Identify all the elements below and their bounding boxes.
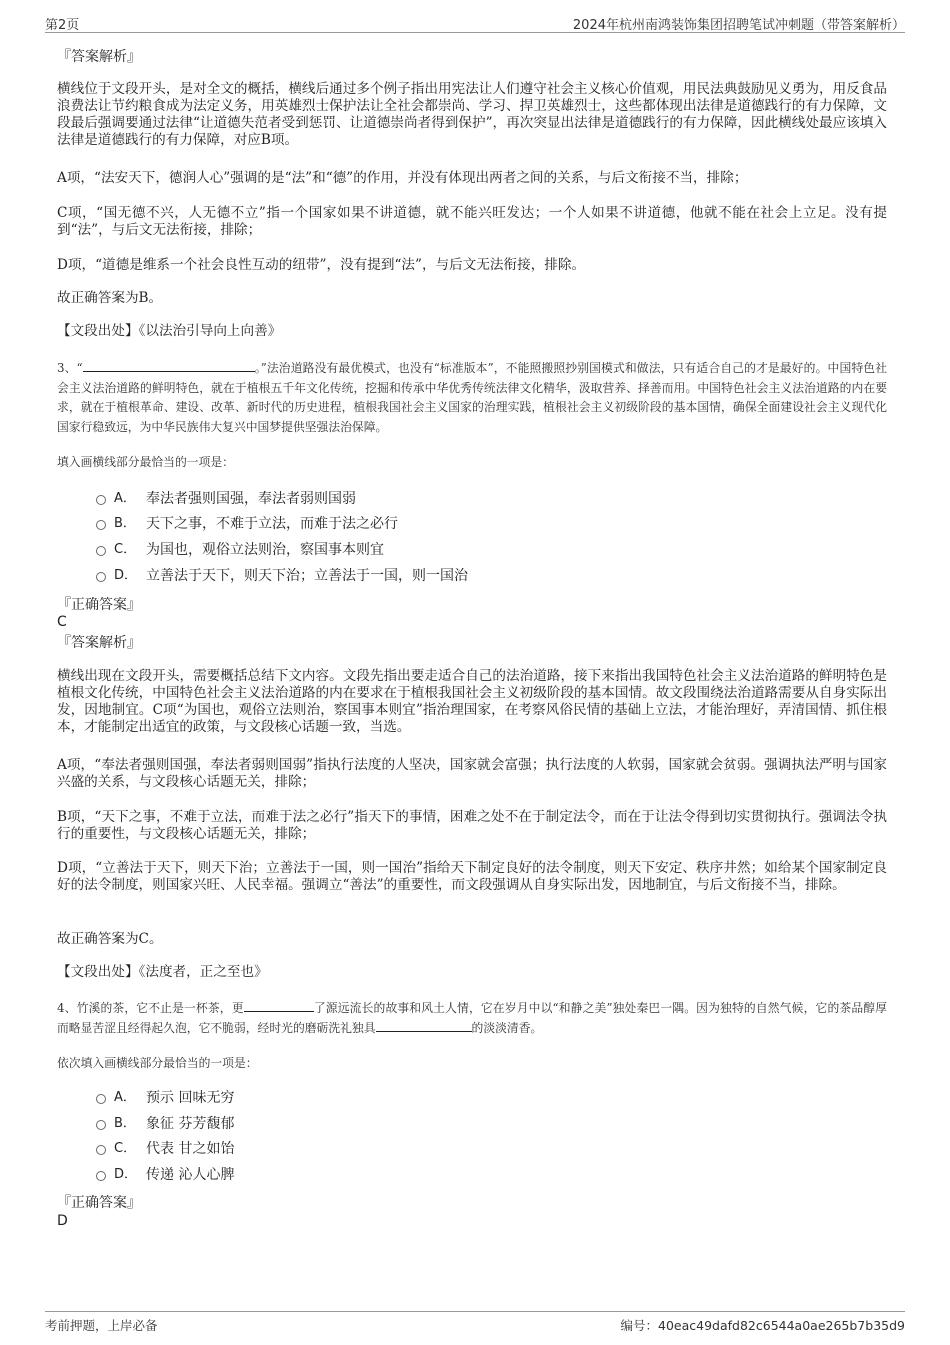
option-text: 象征 芬芳馥郁	[146, 1116, 235, 1132]
q3-conclusion: 故正确答案为C。	[57, 931, 163, 947]
radio-icon[interactable]	[96, 546, 106, 556]
q4-correct-answer: D	[57, 1213, 68, 1229]
q2-analysis-option-c: C项，“国无德不兴，人无德不立”指一个国家如果不讲道德，就不能兴旺发达；一个人如果不讲道德，他就不能在社会上立足。没有提到“法”，与后文无法衔接，排除；	[57, 205, 887, 238]
option-letter: B．	[114, 516, 136, 531]
radio-icon[interactable]	[96, 1120, 106, 1130]
page-header	[45, 12, 905, 33]
option-letter: D．	[114, 568, 138, 583]
q2-analysis-option-d: D项，“道德是维系一个社会良性互动的纽带”，没有提到“法”，与后文无法衔接，排除。	[57, 257, 586, 273]
option-text: 立善法于天下，则天下治；立善法于一国，则一国治	[146, 568, 468, 584]
q3-correct-label: 『正确答案』	[57, 597, 141, 613]
q2-analysis-paragraph-1: 横线位于文段开头，是对全文的概括，横线后通过多个例子指出用宪法让人们遵守社会主义核心价值观，用民法典鼓励见义勇为，用反食品浪费法让节约粮食成为法定义务，用英雄烈士保护法让全社会都崇尚、学习、捍卫英雄烈士，这些都体现出法律是道德践行的有力保障，文段最后强调要通过法律“让道德失范者受到惩罚、让道德崇尚者得到保护”，再次突显出法律是道德践行的有力保障，因此横线处最应该填入法律是道德践行的有力保障，对应B项。	[57, 81, 887, 148]
q3-correct-answer: C	[57, 614, 67, 630]
q3-stem	[57, 359, 887, 437]
footer-slogan: 考前押题，上岸必备	[45, 1318, 158, 1333]
radio-icon[interactable]	[96, 1171, 106, 1181]
option-letter: A．	[114, 1090, 136, 1105]
q3-instruction: 填入画横线部分最恰当的一项是：	[57, 455, 234, 469]
option-text: 传递 沁人心脾	[146, 1167, 235, 1183]
q3-analysis-option-b: B项，“天下之事，不难于立法，而难于法之必行”指天下的事情，困难之处不在于制定法令，而在于让法令得到切实贯彻执行。强调法令执行的重要性，与文段核心话题无关，排除；	[57, 809, 887, 842]
q3-analysis-option-d: D项，“立善法于天下，则天下治；立善法于一国，则一国治”指给天下制定良好的法令制度，则天下安定、秩序井然；如给某个国家制定良好的法令制度，则国家兴旺、人民幸福。强调立“善法”的重要性，而文段强调从自身实际出发，因地制宜，与后文衔接不当，排除。	[57, 860, 887, 893]
option-text: 代表 甘之如饴	[146, 1141, 235, 1157]
radio-icon[interactable]	[96, 572, 106, 582]
q3-source: 【文段出处】《法度者，正之至也》	[57, 964, 268, 980]
q3-analysis-label: 『答案解析』	[57, 635, 141, 651]
option-letter: B．	[114, 1116, 136, 1131]
option-letter: D．	[114, 1167, 138, 1182]
q4-blank-1	[244, 999, 314, 1012]
radio-icon[interactable]	[96, 495, 106, 505]
q3-blank	[83, 359, 255, 372]
option-letter: C．	[114, 1141, 137, 1156]
document-title: 2024年杭州南鸿装饰集团招聘笔试冲刺题（带答案解析）	[572, 18, 905, 33]
page-number: 第2页	[45, 18, 80, 33]
option-letter: C．	[114, 542, 137, 557]
radio-icon[interactable]	[96, 1145, 106, 1155]
q4-stem-part-2: 了源远流长的故事和风土人情，它在岁月中以“和静之美”独处秦巴一隅。因为独特的自然气候，它的茶品醇厚而略显苦涩且经得起久泡，它不脆弱，经时光的磨砺洗礼独具	[57, 1001, 887, 1035]
q2-analysis-option-a: A项，“法安天下，德润人心”强调的是“法”和“德”的作用，并没有体现出两者之间的关系，与后文衔接不当，排除；	[57, 170, 748, 186]
option-letter: A．	[114, 491, 136, 506]
q3-stem-text: 。”法治道路没有最优模式，也没有“标准版本”，不能照搬照抄别国模式和做法，只有适合自己的才是最好的。中国特色社会主义法治道路的鲜明特色，就在于植根五千年文化传统，挖掘和传承中华优秀传统法律文化精华，汲取营养、择善而用。中国特色社会主义法治道路的内在要求，就在于植根革命、建设、改革、新时代的历史进程，植根我国社会主义国家的治理实践，植根社会主义初级阶段的基本国情，确保全面建设社会主义现代化国家行稳致远，为中华民族伟大复兴中国梦提供坚强法治保障。	[57, 361, 887, 434]
q4-correct-label: 『正确答案』	[57, 1195, 141, 1211]
q2-conclusion: 故正确答案为B。	[57, 290, 163, 306]
option-text: 奉法者强则国强，奉法者弱则国弱	[146, 491, 356, 507]
q3-analysis-option-a: A项，“奉法者强则国强，奉法者弱则国弱”指执行法度的人坚决，国家就会富强；执行法度的人软弱，国家就会贫弱。强调执法严明与国家兴盛的关系，与文段核心话题无关，排除；	[57, 757, 887, 790]
q2-source: 【文段出处】《以法治引导向上向善》	[57, 323, 282, 339]
page-footer	[45, 1311, 905, 1336]
option-text: 天下之事，不难于立法，而难于法之必行	[146, 516, 398, 532]
q3-analysis-paragraph-1: 横线出现在文段开头，需要概括总结下文内容。文段先指出要走适合自己的法治道路，接下来指出我国特色社会主义法治道路的鲜明特色是植根文化传统，中国特色社会主义法治道路的内在要求在于植根我国社会主义初级阶段的基本国情。故文段围绕法治道路需要从自身实际出发，因地制宜。C项“为国也，观俗立法则治，察国事本则宜”指治理国家，在考察风俗民情的基础上立法，才能治理好，弄清国情、抓住根本，才能制定出适宜的政策，与文段核心话题一致，当选。	[57, 668, 887, 735]
option-text: 为国也，观俗立法则治，察国事本则宜	[146, 542, 384, 558]
document-code: 编号：40eac49dafd82c6544a0ae265b7b35d9	[620, 1318, 905, 1333]
q4-stem	[57, 999, 887, 1038]
q4-stem-part-3: 的淡淡清香。	[471, 1020, 543, 1035]
radio-icon[interactable]	[96, 1094, 106, 1104]
q3-number: 3、“	[57, 361, 83, 375]
q4-stem-part-1: 4、竹溪的茶，它不止是一杯茶，更	[57, 1001, 244, 1015]
q2-analysis-label: 『答案解析』	[57, 49, 141, 65]
q4-blank-2	[376, 1019, 472, 1032]
option-text: 预示 回味无穷	[146, 1090, 235, 1106]
radio-icon[interactable]	[96, 520, 106, 530]
q4-instruction: 依次填入画横线部分最恰当的一项是：	[57, 1056, 258, 1070]
